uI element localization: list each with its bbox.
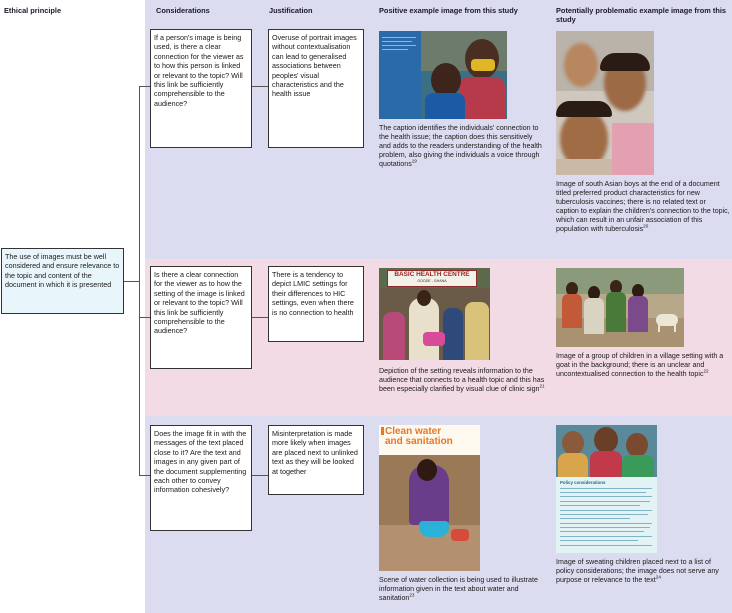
header-justification: Justification: [269, 6, 313, 15]
positive-image-water: [379, 425, 480, 571]
connector-line: [139, 317, 150, 318]
problematic-image-boys: [556, 31, 654, 175]
reference-number: 21: [539, 383, 545, 389]
policy-title: Policy considerations: [560, 480, 606, 485]
connector-line: [139, 86, 150, 87]
consideration-text: Is there a clear connection for the viewer as to how the setting of the image is linked or relevant to the topic? Will this link be sufficiently comprehensible to the audience?: [154, 270, 245, 336]
justification-text: There is a tendency to depict LMIC settings for their differences to HIC settings, even when there is no connection to health: [272, 270, 354, 317]
connector-line: [124, 281, 139, 282]
justification-box: [268, 266, 364, 342]
problematic-image-village: [556, 268, 684, 347]
justification-text: Overuse of portrait images without contextualisation can lead to generalised associations between peoples' visual characteristics and the health issue: [272, 33, 357, 99]
positive-caption: The caption identifies the individuals' connection to the health issue; the caption does this sensitively and adds to the readers understanding of the health problem, also giving the individuals a voice through quotations$^{19}$: [379, 124, 542, 169]
reference-number: 23: [409, 592, 415, 598]
reference-number: 20: [643, 224, 649, 230]
justification-box: [268, 29, 364, 148]
water-title: Clean water: [385, 426, 442, 437]
reference-number: 24: [655, 574, 661, 580]
connector-line: [251, 86, 268, 87]
connector-line: [139, 86, 140, 475]
connector-line: [251, 475, 268, 476]
connector-line: [251, 317, 268, 318]
principle-text: The use of images must be well considered and ensure relevance to the topic and content of the document in which it is presented: [5, 252, 120, 290]
header-positive: Positive example image from this study: [379, 6, 518, 15]
reference-number: 22: [703, 368, 709, 374]
positive-caption: Scene of water collection is being used to illustrate information given in the text about water and sanitation$^{23}$: [379, 576, 538, 603]
justification-box: [268, 425, 364, 495]
consideration-box: [150, 425, 252, 531]
reference-number: 19: [411, 159, 417, 165]
problematic-caption: Image of sweating children placed next to a list of policy considerations; the image does not serve any purpose or relevance to the text$^{24}$: [556, 558, 719, 585]
header-problematic: Potentially problematic example image from this study: [556, 6, 727, 24]
consideration-box: [150, 266, 252, 369]
justification-text: Misinterpretation is made more likely when images are placed next to unlinked text as they will be looked at together: [272, 429, 358, 476]
water-subtitle: and sanitation: [385, 436, 453, 447]
positive-image-portraits: [379, 31, 507, 119]
clinic-sign: BASIC HEALTH CENTRE GOODE - GHANA: [387, 270, 477, 287]
positive-caption: Depiction of the setting reveals information to the audience that connects to a health topic and this has been especially clarified by visual clue of clinic sign$^{21}$: [379, 367, 545, 394]
problematic-caption: Image of a group of children in a village setting with a goat in the background; there is an unclear and uncontextualised connection to the health topic$^{22}$: [556, 352, 724, 379]
positive-image-clinic: [379, 268, 490, 360]
connector-line: [139, 475, 150, 476]
header-considerations: Considerations: [156, 6, 210, 15]
consideration-text: If a person's image is being used, is there a clear connection for the viewer as to how this person is linked or relevant to the topic? Will this link be sufficiently comprehensible to the audience?: [154, 33, 244, 108]
consideration-text: Does the image fit in with the messages of the text placed close to it? Are the text and images in any given part of the document supplementing each other to convey information cohesively?: [154, 429, 247, 495]
problematic-caption: Image of south Asian boys at the end of a document titled preferred product characteristics for new tuberculosis vaccines; there is no related text or caption to explain the children's connection to the topic, which can result in an unfair association of this population with tuberculosis$^{20}$: [556, 180, 730, 234]
problematic-image-policy: [556, 425, 657, 553]
principle-box: [1, 248, 124, 314]
header-ethical-principle: Ethical principle: [4, 6, 62, 15]
consideration-box: [150, 29, 252, 148]
